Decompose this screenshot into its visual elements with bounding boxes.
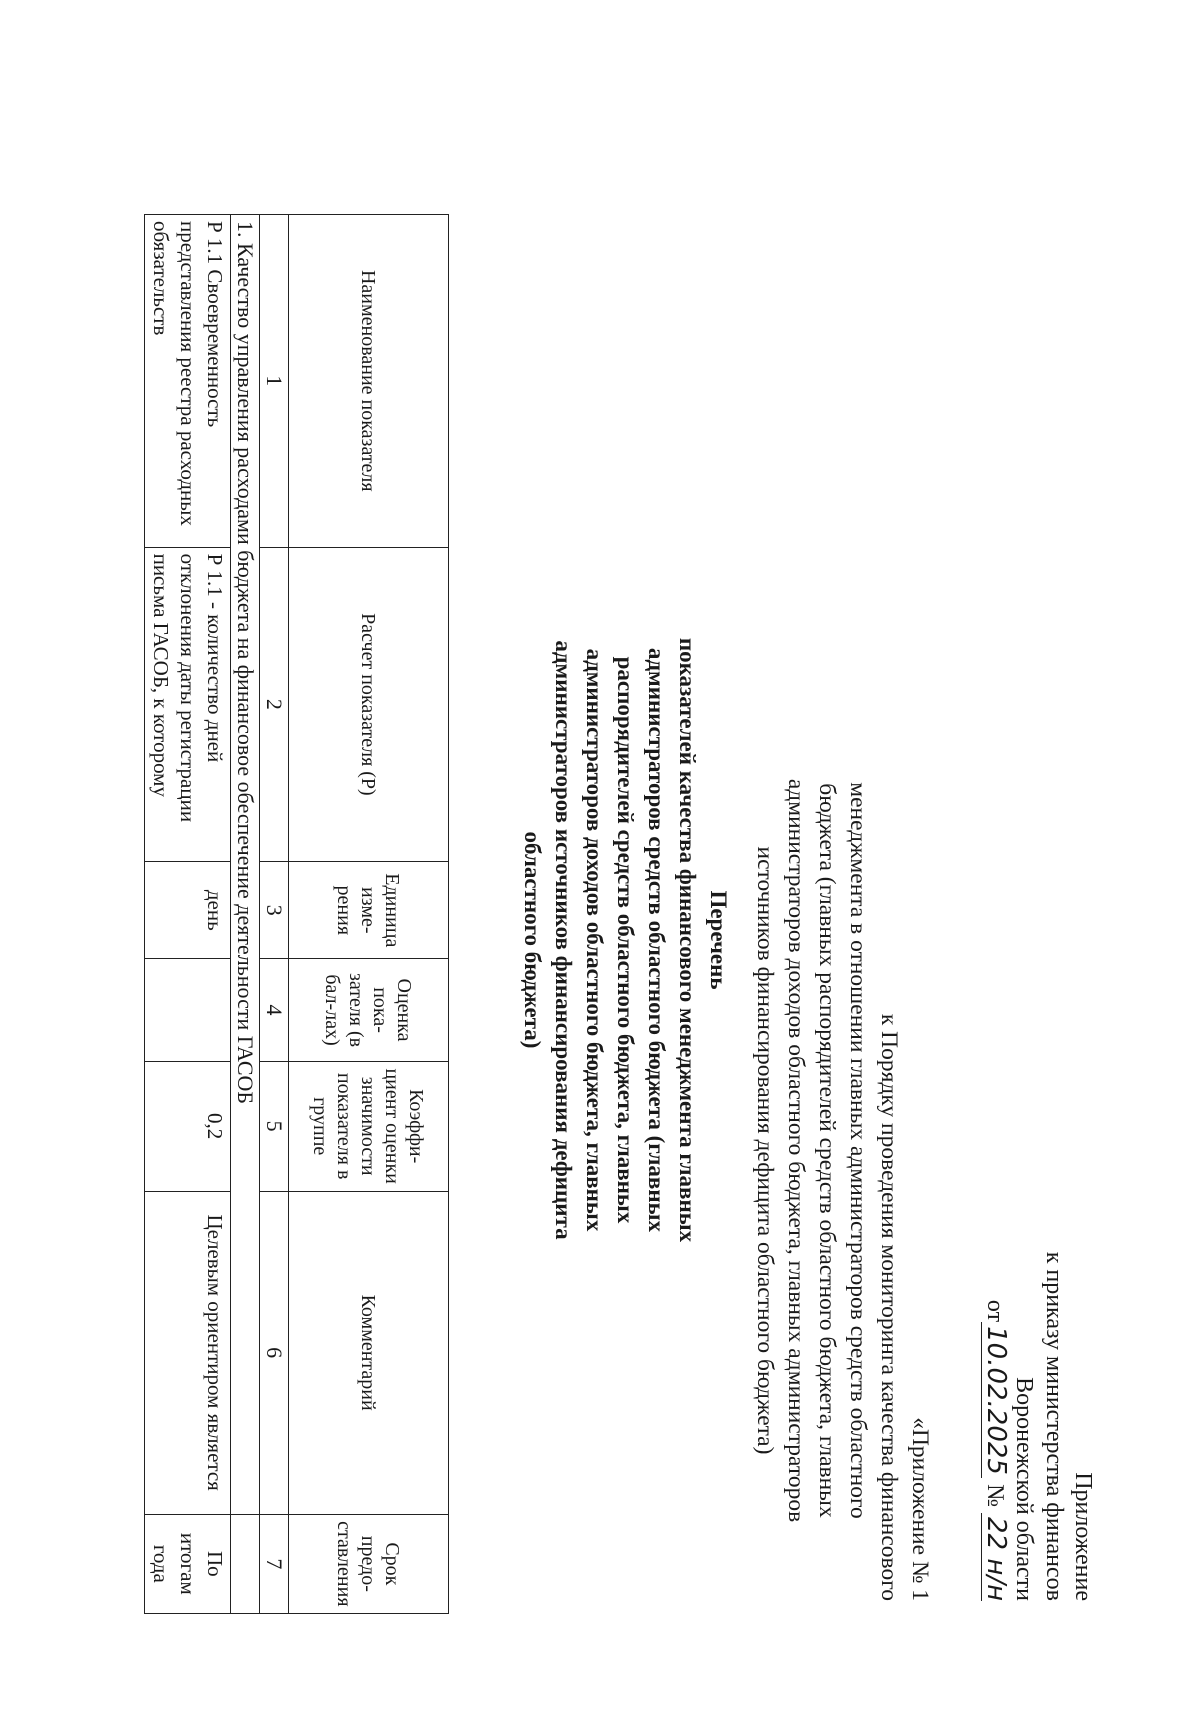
indicator-unit: день <box>145 862 231 959</box>
col-header-calc: Расчет показателя (Р) <box>289 547 449 862</box>
annex-text-line: бюджета (главных распорядителей средств областного бюджета, главных <box>814 783 840 1518</box>
order-date: 10.02.2025 <box>981 1322 1010 1478</box>
header-row <box>289 215 449 1614</box>
region-line: Воронежской области <box>1011 1377 1037 1601</box>
col-number: 3 <box>260 862 289 959</box>
col-number: 2 <box>260 547 289 862</box>
document-title <box>517 560 734 1320</box>
from-label: от <box>982 1299 1008 1323</box>
indicator-comment: Целевым ориентиром является <box>145 1191 231 1514</box>
col-header-term: Срок предо-ставления <box>289 1514 449 1613</box>
title-line: показателей качества финансового менеджмента главных <box>675 637 700 1243</box>
title-line: областного бюджета) <box>520 831 545 1049</box>
order-ref-line: к приказу министерства финансов <box>1041 1251 1067 1601</box>
annex-number: «Приложение № 1 <box>907 1417 933 1601</box>
annex-reference <box>749 700 935 1601</box>
col-number: 4 <box>260 959 289 1061</box>
annex-text-line: менеджмента в отношении главных администраторов средств областного <box>845 782 871 1519</box>
col-header-coef: Коэффи-циент оценки значимости показателя в группе <box>289 1061 449 1191</box>
table-row <box>145 215 231 1614</box>
indicator-score <box>145 959 231 1061</box>
date-number-line <box>979 1101 1010 1601</box>
title-line: распорядителей средств областного бюджета, главных <box>613 656 638 1224</box>
section-empty-cell <box>231 1514 260 1613</box>
order-number: 22 н/н <box>981 1513 1010 1601</box>
title-line: администраторов средств областного бюджета (главных <box>644 647 669 1233</box>
appendix-label: Приложение <box>1070 1472 1096 1601</box>
indicator-name: Р 1.1 Своевременность представления реестра расходных обязательств <box>145 215 231 548</box>
col-header-unit: Единица изме-рения <box>289 862 449 959</box>
col-number: 7 <box>260 1514 289 1613</box>
indicators-table <box>144 214 449 1614</box>
annex-text-line: источников финансирования дефицита областного бюджета) <box>752 846 778 1455</box>
col-header-name: Наименование показателя <box>289 215 449 548</box>
annex-text-line: администраторов доходов областного бюджета, главных администраторов <box>783 778 809 1523</box>
title-line: администраторов источников финансирования дефицита <box>551 640 576 1240</box>
title-heading: Перечень <box>706 890 731 990</box>
section-row <box>231 215 260 1614</box>
col-header-comment: Комментарий <box>289 1191 449 1514</box>
section-title: 1. Качество управления расходами бюджета на финансовое обеспечение деятельности ГАСОБ <box>231 215 260 1515</box>
indicator-calc: Р 1.1 - количество дней отклонения даты регистрации письма ГАСОБ, к которому <box>145 547 231 862</box>
col-number: 6 <box>260 1191 289 1514</box>
number-label: № <box>982 1484 1008 1507</box>
indicator-coef: 0,2 <box>145 1061 231 1191</box>
title-line: администраторов доходов областного бюджета, главных <box>582 648 607 1232</box>
indicators-table-wrap <box>144 214 449 1614</box>
column-number-row <box>260 215 289 1614</box>
col-number: 1 <box>260 215 289 548</box>
annex-text-line: к Порядку проведения мониторинга качества финансового <box>876 1013 902 1601</box>
col-header-score: Оценка пока-зателя (в бал-лах) <box>289 959 449 1061</box>
indicator-term: По итогам года <box>145 1514 231 1613</box>
col-number: 5 <box>260 1061 289 1191</box>
